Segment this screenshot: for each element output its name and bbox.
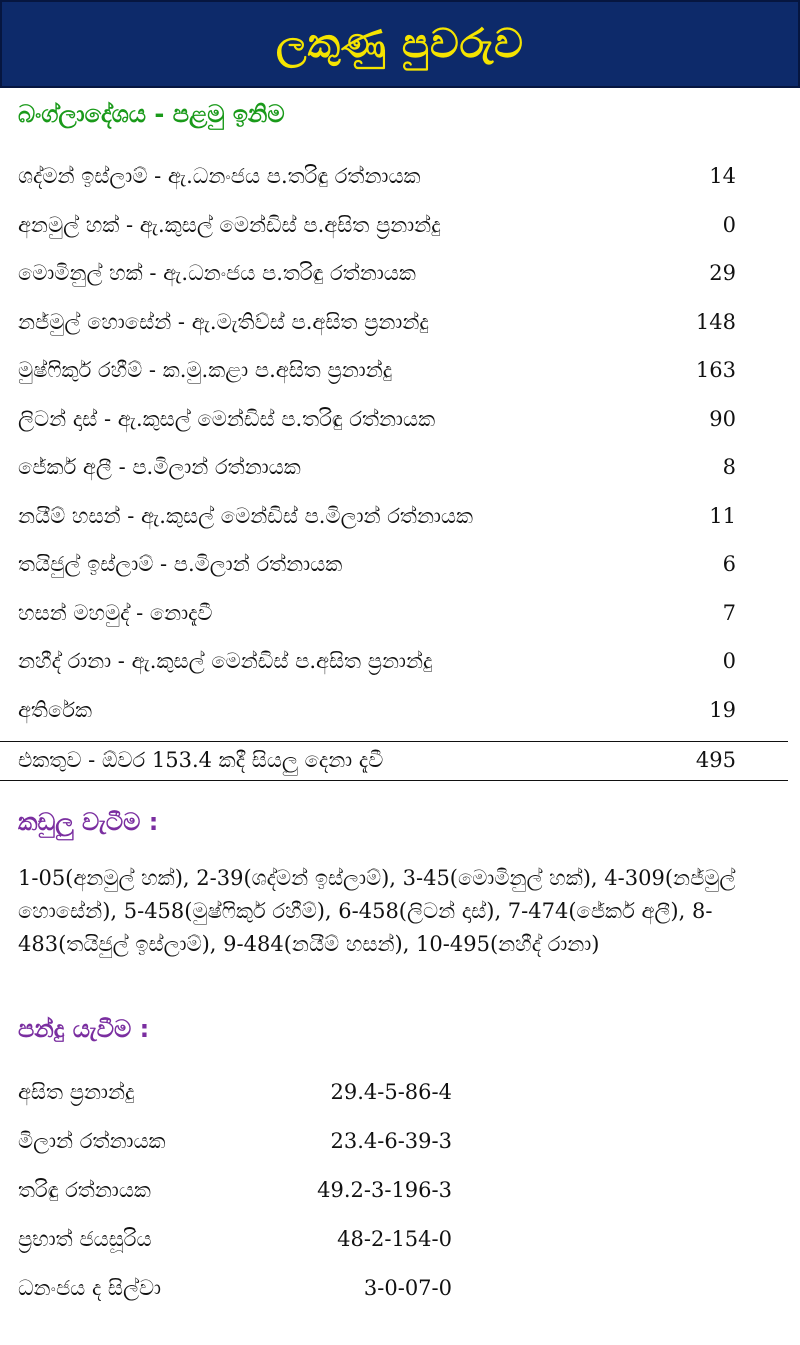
bowler-row xyxy=(0,1068,800,1117)
batting-row xyxy=(0,249,800,298)
bowler-figures: 48-2-154-0 xyxy=(337,1227,452,1251)
batter-dismissal: නහීද් රානා - ඇ.කුසල් මෙන්ඩිස් ප.අසිත ප්‍රනාන්දු xyxy=(18,649,433,673)
batting-row xyxy=(0,637,800,686)
bowling-figures xyxy=(0,1068,800,1313)
batter-runs: 14 xyxy=(709,164,736,188)
bowler-figures: 49.2-3-196-3 xyxy=(317,1178,452,1202)
fall-of-wickets-heading: කඩුලු වැටීම : xyxy=(18,808,159,836)
bowler-name: තරිඳු රත්නායක xyxy=(18,1178,151,1202)
batter-runs: 7 xyxy=(722,600,736,625)
bowler-row xyxy=(0,1264,800,1313)
batting-row xyxy=(0,201,800,250)
batting-row xyxy=(0,492,800,541)
batting-row xyxy=(0,152,800,201)
bowler-name: ධනංජය ද සිල්වා xyxy=(18,1276,162,1300)
batter-dismissal: තයිජුල් ඉස්ලාම් - ප.මිලාන් රත්නායක xyxy=(18,552,343,576)
extras-label: අතිරේක xyxy=(18,697,93,722)
total-row xyxy=(0,741,788,781)
total-runs: 495 xyxy=(695,748,736,772)
batter-runs: 90 xyxy=(709,406,736,431)
batting-row xyxy=(0,346,800,395)
batter-dismissal: හසන් මහමුද් - නොදැවී xyxy=(18,600,213,625)
batter-runs: 148 xyxy=(695,309,736,334)
batting-row xyxy=(0,589,800,638)
batter-dismissal: නජ්මුල් හොසේන් - ඇ.මැතිව්ස් ප.අසිත ප්‍රනාන්දු xyxy=(18,309,429,334)
total-label: එකතුව - ඕවර 153.4 කදී සියලු දෙනා දැවී xyxy=(18,748,384,772)
fall-of-wickets-text: 1-05(අනමුල් හක්), 2-39(ශද්මන් ඉස්ලාම්), 3-45(මොමිනුල් හක්), 4-309(නජ්මුල් හොසේන්), 5-458(මුෂ්ෆිකුර් රහීම්), 6-458(ලිටන් දාස්), 7-474(ජේකර් අලී), 8-483(තයිජුල් ඉස්ලාම්), 9-484(නයීම් හසන්), 10-495(නහීද් රානා) xyxy=(18,866,736,956)
extras-row xyxy=(0,686,800,735)
header-banner xyxy=(0,0,800,88)
batter-dismissal: නයීම් හසන් - ඇ.කුසල් මෙන්ඩිස් ප.මිලාන් රත්නායක xyxy=(18,503,474,528)
bowler-row xyxy=(0,1117,800,1166)
batter-dismissal: ලිටන් දාස් - ඇ.කුසල් මෙන්ඩිස් ප.තරිඳු රත්නායක xyxy=(18,406,436,431)
batter-runs: 0 xyxy=(722,212,736,237)
bowler-name: අසිත ප්‍රනාන්දු xyxy=(18,1080,135,1104)
batting-row xyxy=(0,443,800,492)
extras-runs: 19 xyxy=(709,697,736,722)
batter-runs: 29 xyxy=(709,261,736,285)
batter-dismissal: ශද්මන් ඉස්ලාම් - ඇ.ධනංජය ප.තරිඳු රත්නායක xyxy=(18,164,421,188)
batting-scorecard xyxy=(0,152,800,734)
batter-dismissal: අනමුල් හක් - ඇ.කුසල් මෙන්ඩිස් ප.අසිත ප්‍රනාන්දු xyxy=(18,212,441,237)
batter-runs: 6 xyxy=(722,552,736,576)
bowling-heading: පන්දු යැවීම : xyxy=(18,1015,150,1043)
batting-row xyxy=(0,395,800,444)
batting-row xyxy=(0,298,800,347)
innings-heading: බංග්ලාදේශය - පළමු ඉනිම xyxy=(18,100,285,128)
bowler-row xyxy=(0,1215,800,1264)
batter-runs: 11 xyxy=(709,503,736,528)
bowler-figures: 3-0-07-0 xyxy=(363,1276,452,1300)
batter-dismissal: මුෂ්ෆිකුර් රහීම් - ක.මු.කළා ප.අසිත ප්‍රනාන්දු xyxy=(18,358,393,382)
batter-runs: 0 xyxy=(722,649,736,673)
batter-dismissal: මොමිනුල් හක් - ඇ.ධනංජය ප.තරිඳු රත්නායක xyxy=(18,261,416,285)
batter-runs: 8 xyxy=(722,455,736,479)
batter-runs: 163 xyxy=(695,358,736,382)
bowler-row xyxy=(0,1166,800,1215)
batter-dismissal: ජේකර් අලී - ප.මිලාන් රත්නායක xyxy=(18,455,301,479)
bowler-name: ප්‍රභාත් ජයසූරිය xyxy=(18,1227,152,1251)
bowler-figures: 29.4-5-86-4 xyxy=(330,1080,452,1104)
batting-row xyxy=(0,540,800,589)
page-title: ලකුණු පුවරුව xyxy=(276,21,524,67)
bowler-name: මිලාන් රත්නායක xyxy=(18,1129,166,1153)
bowler-figures: 23.4-6-39-3 xyxy=(330,1129,452,1153)
